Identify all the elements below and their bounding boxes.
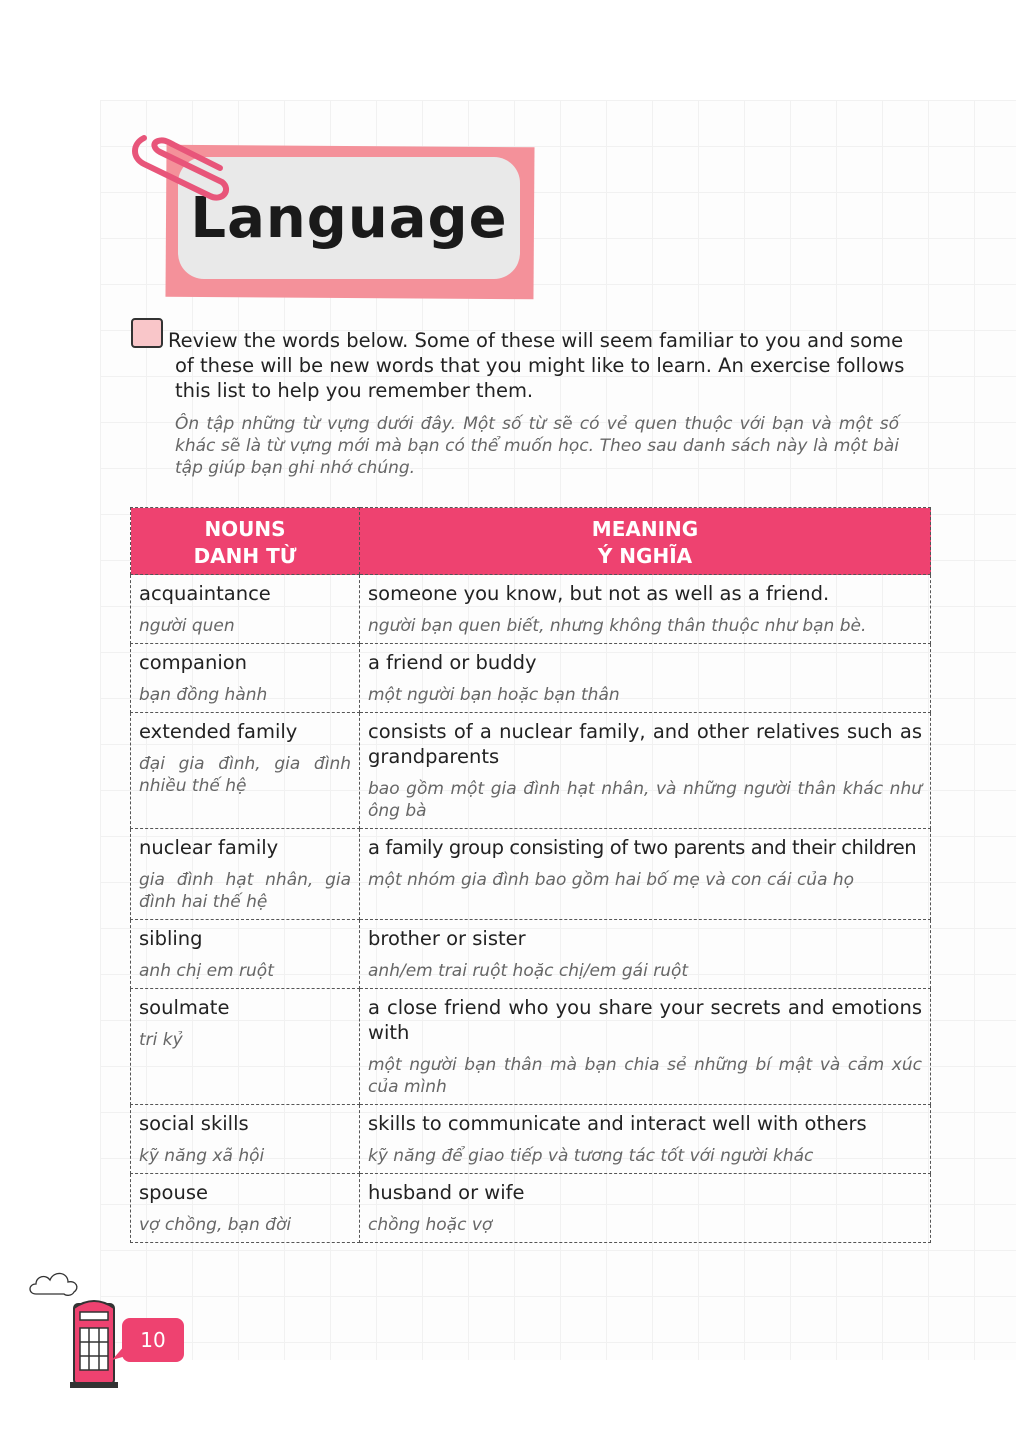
meaning-text: a family group consisting of two parents and their children bbox=[368, 836, 917, 859]
noun-term: nuclear family bbox=[139, 836, 279, 859]
phone-booth-icon bbox=[68, 1294, 120, 1390]
meaning-text: a friend or buddy bbox=[368, 651, 537, 674]
table-row bbox=[131, 989, 931, 1105]
meaning-cell bbox=[360, 575, 931, 644]
meaning-text: husband or wife bbox=[368, 1181, 525, 1204]
table-header-row bbox=[131, 508, 931, 575]
noun-translation: anh chị em ruột bbox=[139, 961, 274, 981]
noun-cell bbox=[131, 989, 360, 1105]
noun-translation: kỹ năng xã hội bbox=[139, 1146, 265, 1166]
meaning-translation: một người bạn thân mà bạn chia sẻ những bí mật và cảm xúc của mình bbox=[368, 1055, 922, 1097]
meaning-translation: người bạn quen biết, nhưng không thân thuộc như bạn bè. bbox=[368, 616, 867, 636]
meaning-translation: một người bạn hoặc bạn thân bbox=[368, 685, 620, 705]
noun-cell bbox=[131, 644, 360, 713]
noun-translation: người quen bbox=[139, 616, 235, 636]
meaning-translation: chồng hoặc vợ bbox=[368, 1215, 493, 1235]
meaning-translation: anh/em trai ruột hoặc chị/em gái ruột bbox=[368, 961, 689, 981]
meaning-translation: bao gồm một gia đình hạt nhân, và những người thân khác như ông bà bbox=[368, 779, 922, 821]
table-row bbox=[131, 575, 931, 644]
noun-term: extended family bbox=[139, 720, 298, 743]
noun-term: acquaintance bbox=[139, 582, 271, 605]
noun-cell bbox=[131, 920, 360, 989]
noun-cell bbox=[131, 1174, 360, 1243]
intro-english bbox=[168, 328, 905, 403]
header-meaning-vi: Ý NGHĨA bbox=[597, 544, 693, 568]
noun-cell bbox=[131, 575, 360, 644]
meaning-text: a close friend who you share your secrets and emotions with bbox=[368, 996, 922, 1044]
header-nouns-en: NOUNS bbox=[204, 517, 286, 541]
meaning-cell bbox=[360, 1105, 931, 1174]
noun-cell bbox=[131, 829, 360, 920]
meaning-cell bbox=[360, 713, 931, 829]
table-row bbox=[131, 1105, 931, 1174]
checkbox-icon bbox=[131, 318, 163, 348]
meaning-text: someone you know, but not as well as a friend. bbox=[368, 582, 830, 605]
noun-term: social skills bbox=[139, 1112, 249, 1135]
meaning-cell bbox=[360, 829, 931, 920]
meaning-cell bbox=[360, 1174, 931, 1243]
header-meaning-en: MEANING bbox=[591, 517, 699, 541]
header-nouns bbox=[131, 508, 360, 575]
intro-line: this list to help you remember them. bbox=[175, 379, 534, 402]
table-row bbox=[131, 920, 931, 989]
noun-term: companion bbox=[139, 651, 248, 674]
table-row bbox=[131, 713, 931, 829]
noun-translation: vợ chồng, bạn đời bbox=[139, 1215, 292, 1235]
table-row bbox=[131, 644, 931, 713]
noun-term: soulmate bbox=[139, 996, 230, 1019]
meaning-translation: một nhóm gia đình bao gồm hai bố mẹ và con cái của họ bbox=[368, 870, 855, 890]
meaning-cell bbox=[360, 989, 931, 1105]
meaning-text: skills to communicate and interact well with others bbox=[368, 1112, 867, 1135]
meaning-cell bbox=[360, 920, 931, 989]
noun-translation: gia đình hạt nhân, gia đình hai thế hệ bbox=[139, 870, 351, 912]
noun-cell bbox=[131, 713, 360, 829]
paperclip-icon bbox=[124, 124, 234, 204]
header-meaning bbox=[360, 508, 931, 575]
meaning-cell bbox=[360, 644, 931, 713]
table-row bbox=[131, 829, 931, 920]
page-title: Language bbox=[190, 185, 508, 251]
meaning-translation: kỹ năng để giao tiếp và tương tác tốt với người khác bbox=[368, 1146, 814, 1166]
table-row bbox=[131, 1174, 931, 1243]
meaning-text: consists of a nuclear family, and other relatives such as grandparents bbox=[368, 720, 922, 768]
vocabulary-table bbox=[130, 507, 931, 1243]
intro-line: of these will be new words that you might like to learn. An exercise follows bbox=[175, 354, 905, 377]
meaning-text: brother or sister bbox=[368, 927, 526, 950]
noun-term: spouse bbox=[139, 1181, 208, 1204]
noun-translation: bạn đồng hành bbox=[139, 685, 268, 705]
intro-vietnamese: Ôn tập những từ vựng dưới đây. Một số từ sẽ có vẻ quen thuộc với bạn và một số khác sẽ là từ vựng mới mà bạn có thể muốn học. Theo sau danh sách này là một bài tập giúp bạn ghi nhớ chúng. bbox=[175, 414, 899, 478]
noun-translation: tri kỷ bbox=[139, 1030, 183, 1050]
page-number: 10 bbox=[122, 1318, 184, 1362]
noun-term: sibling bbox=[139, 927, 203, 950]
header-nouns-vi: DANH TỪ bbox=[193, 544, 297, 568]
noun-translation: đại gia đình, gia đình nhiều thế hệ bbox=[139, 754, 351, 796]
intro-line: Review the words below. Some of these will seem familiar to you and some bbox=[168, 329, 904, 352]
noun-cell bbox=[131, 1105, 360, 1174]
